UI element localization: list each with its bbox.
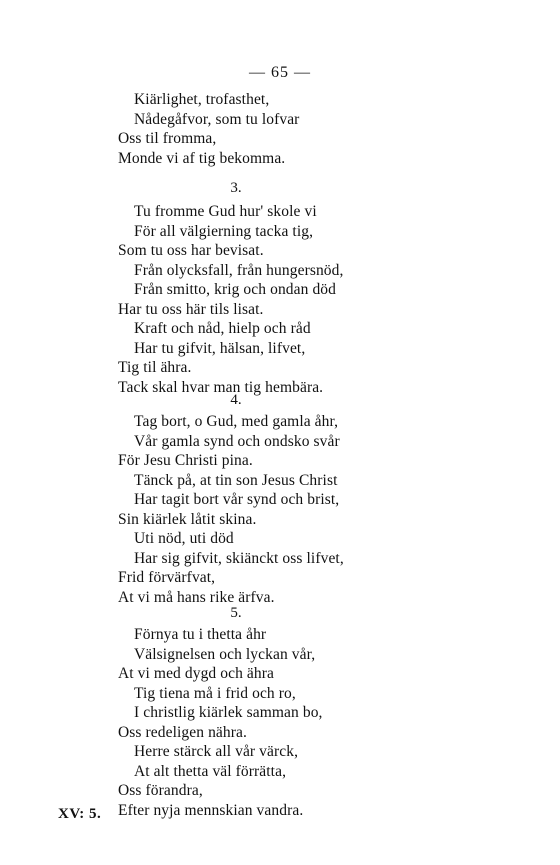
verse-line: Tu fromme Gud hur' skole vi <box>134 203 317 220</box>
stanza-number: 5. <box>230 605 242 621</box>
printer-signature: XV: 5. <box>58 806 102 822</box>
verse-line: Tag bort, o Gud, med gamla åhr, <box>134 413 339 430</box>
verse-line: Oss til fromma, <box>118 130 217 147</box>
page-number: — 65 — <box>249 64 311 81</box>
verse-line: Som tu oss har bevisat. <box>118 242 264 259</box>
verse-line: Förnya tu i thetta åhr <box>134 626 267 643</box>
stanza-number: 3. <box>230 180 242 196</box>
stanza-4 <box>118 412 418 607</box>
verse-line: Tig tiena må i frid och ro, <box>134 684 296 702</box>
verse-line: Oss redeligen nähra. <box>118 723 247 741</box>
verse-line: Tig til ähra. <box>118 359 192 376</box>
verse-line: Har tu oss här tils lisat. <box>118 300 264 318</box>
verse-line: Herre stärck all vår värck, <box>134 743 299 760</box>
stanza-3 <box>118 202 418 397</box>
verse-line: At alt thetta väl förrätta, <box>134 762 287 780</box>
verse-line: Välsignelsen och lyckan vår, <box>134 645 316 663</box>
stanza-continuation <box>118 90 418 168</box>
verse-line: För Jesu Christi pina. <box>118 452 253 469</box>
verse-line: Oss förandra, <box>118 782 203 799</box>
stanza-number: 4. <box>230 392 242 408</box>
verse-line: At vi med dygd och ähra <box>118 665 274 682</box>
verse-line: Frid förvärfvat, <box>118 569 216 586</box>
verse-line: Har sig gifvit, skiänckt oss lifvet, <box>134 549 344 567</box>
verse-line: Vår gamla synd och ondsko svår <box>134 432 340 450</box>
stanza-5 <box>118 625 418 820</box>
verse-line: Sin kiärlek låtit skina. <box>118 510 257 528</box>
verse-line: Kiärlighet, trofasthet, <box>134 91 270 108</box>
verse-line: Monde vi af tig bekomma. <box>118 149 286 167</box>
verse-line: För all välgierning tacka tig, <box>134 222 314 240</box>
verse-line: Uti nöd, uti död <box>134 530 234 547</box>
verse-line: Tack skal hvar man tig hembära. <box>118 378 324 396</box>
verse-line: Kraft och nåd, hielp och råd <box>134 320 311 337</box>
verse-line: Efter nyja mennskian vandra. <box>118 801 304 819</box>
verse-line: Från smitto, krig och ondan död <box>134 281 336 298</box>
verse-line: Har tagit bort vår synd och brist, <box>134 491 340 508</box>
verse-line: Har tu gifvit, hälsan, lifvet, <box>134 339 306 357</box>
verse-line: I christlig kiärlek samman bo, <box>134 704 323 721</box>
verse-line: At vi må hans rike ärfva. <box>118 588 275 606</box>
verse-line: Från olycksfall, från hungersnöd, <box>134 261 344 279</box>
verse-line: Tänck på, at tin son Jesus Christ <box>134 471 338 489</box>
verse-line: Nådegåfvor, som tu lofvar <box>134 110 300 128</box>
